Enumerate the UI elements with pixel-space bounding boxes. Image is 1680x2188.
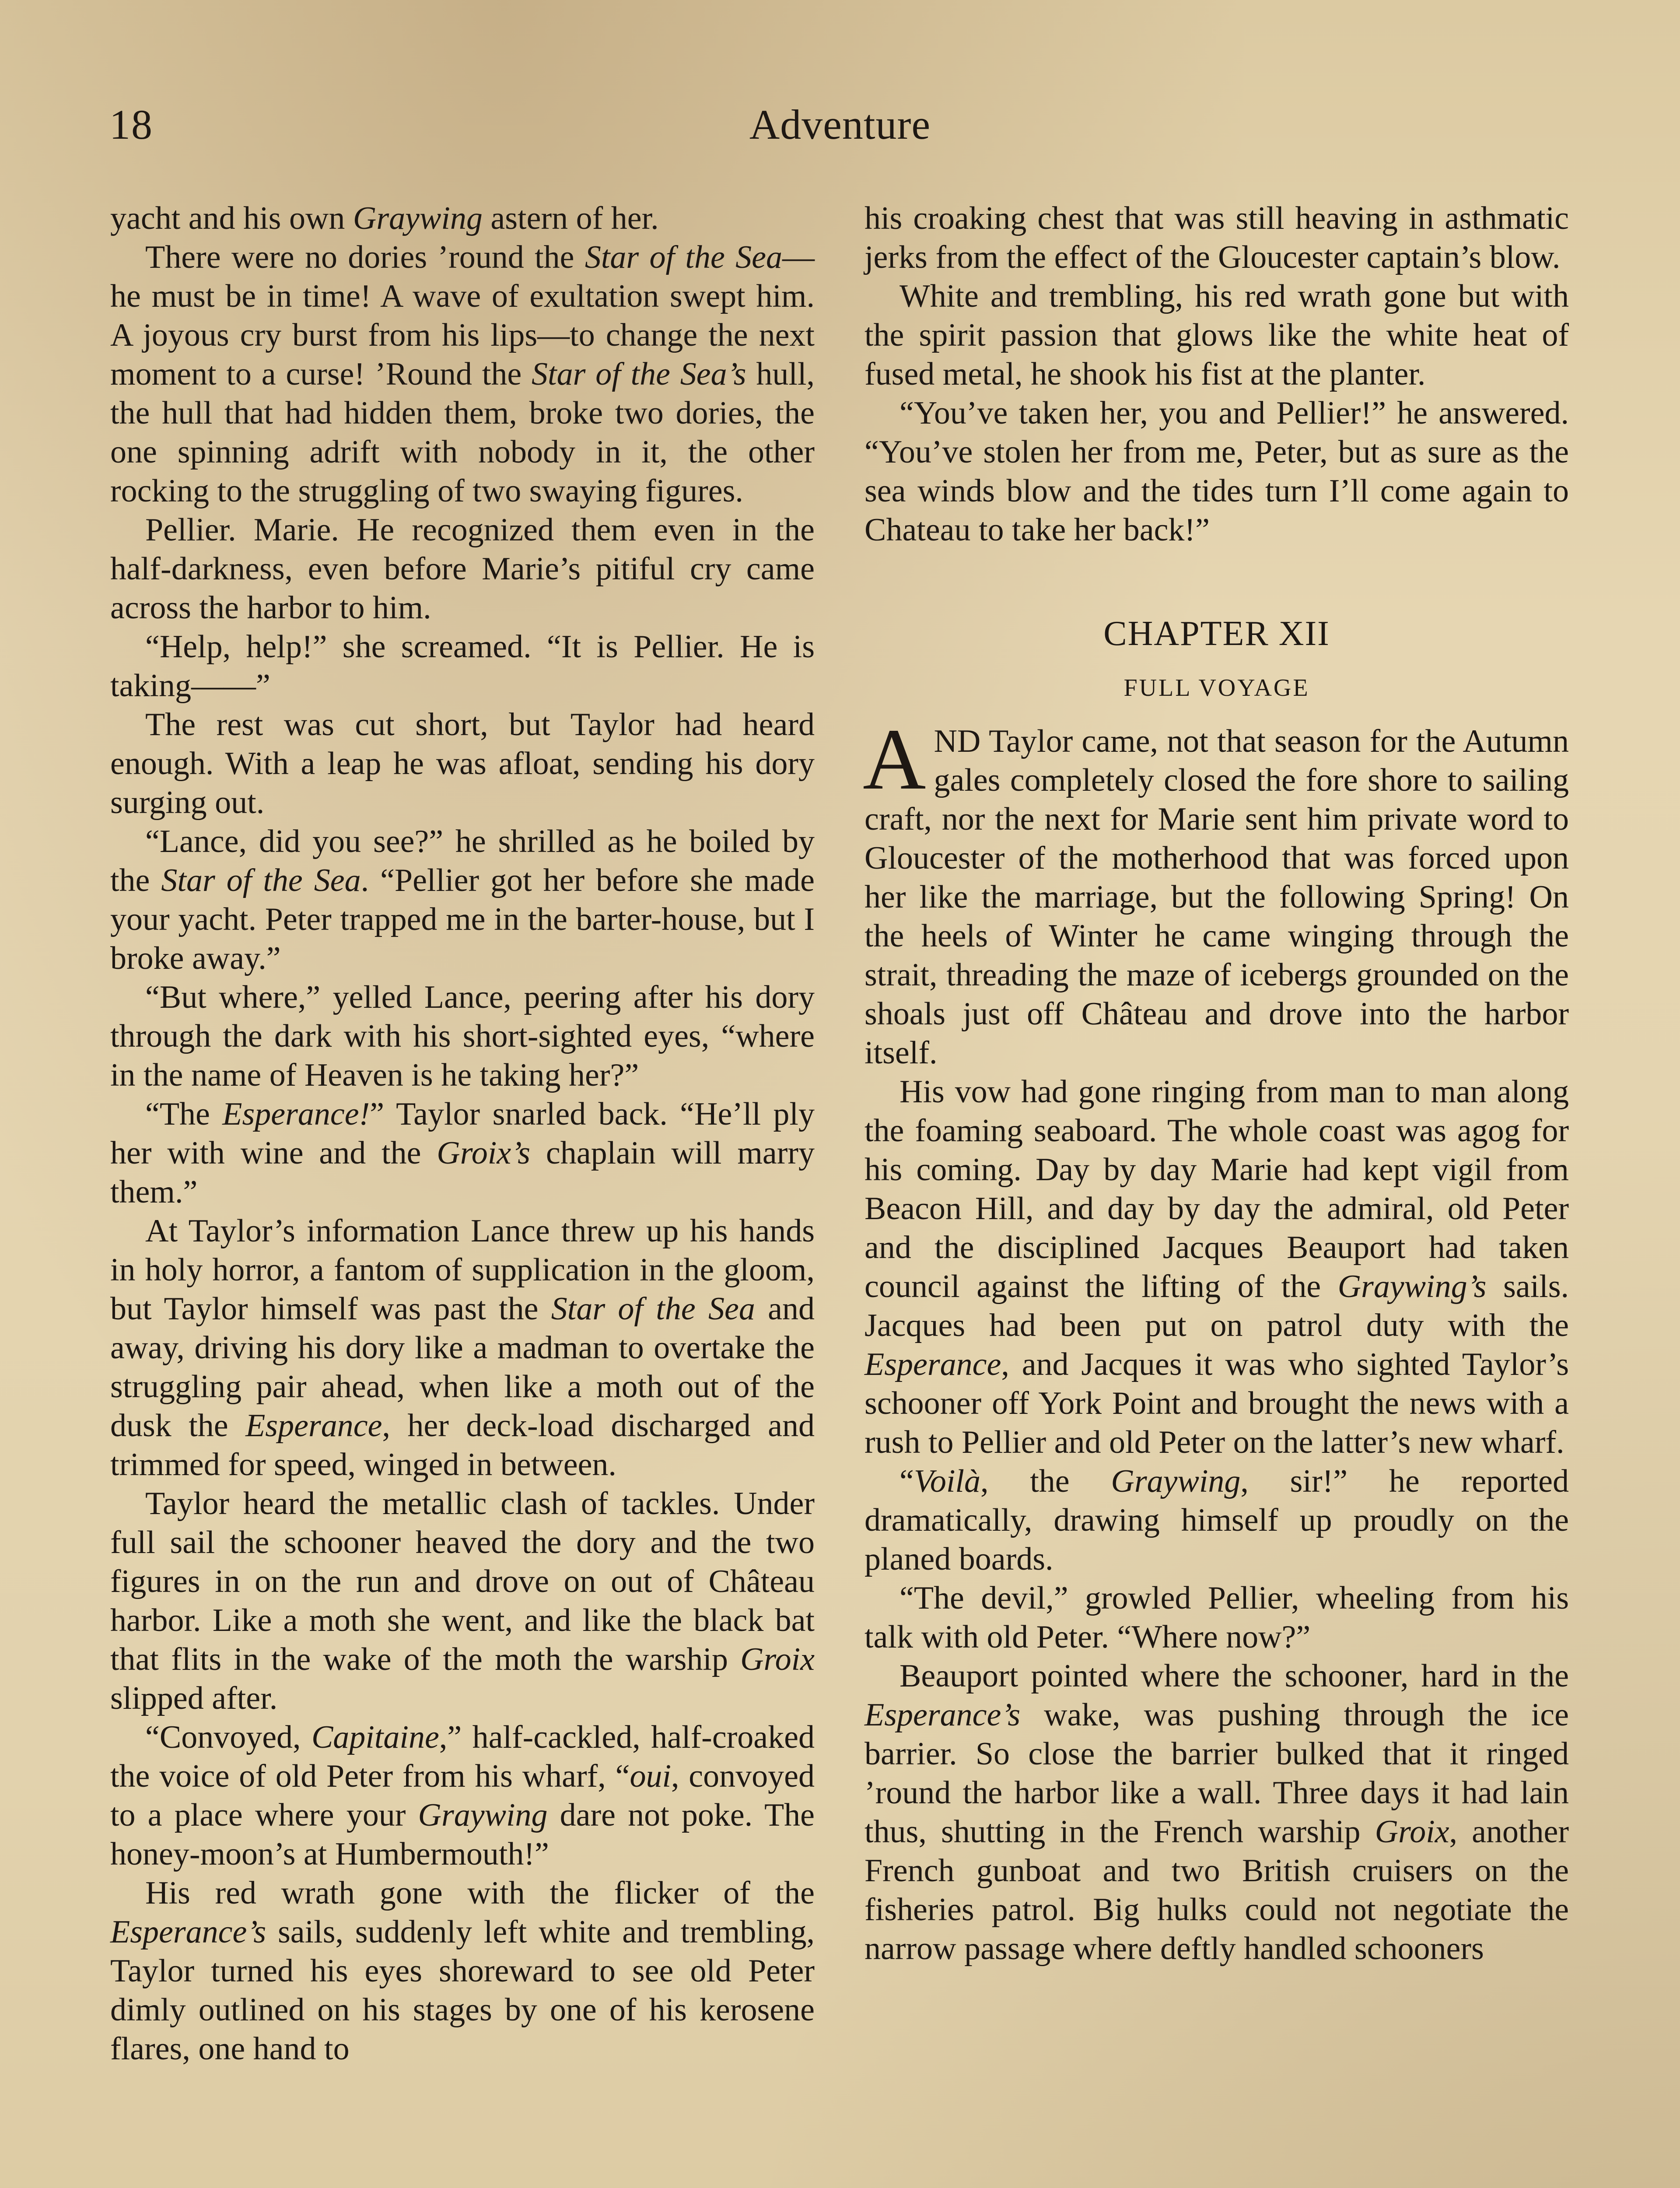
paragraph: “But where,” yelled Lance, peering after his dory through the dark with his short-sighted eyes, “where in the name of Heaven is he taking her?”: [110, 979, 815, 1093]
paragraph: The rest was cut short, but Taylor had heard enough. With a leap he was afloat, sending his dory surging out.: [110, 707, 815, 820]
paragraph: Beauport pointed where the schooner, hard in the Esperance’s wake, was pushing through the ice barrier. So close the barrier bulked that it ringed ’round the harbor like a wall. Three days it had lain thus, shutting in the French warship Groix, another French gunboat and two British cruisers on the fisheries patrol. Big hulks could not negotiate the narrow passage where deftly handled schooners: [864, 1658, 1569, 1967]
paragraph: “Convoyed, Capitaine,” half-cackled, half-croaked the voice of old Peter from his wharf, “oui, convoyed to a place where your Graywing dare not poke. The honey-moon’s at Humbermouth!”: [110, 1719, 815, 1872]
chapter-opening-paragraph: [863, 711, 1569, 1073]
paragraph: Pellier. Marie. He recognized them even in the half-darkness, even before Marie’s pitiful cry came across the harbor to him.: [110, 512, 815, 626]
paragraph: “The devil,” growled Pellier, wheeling from his talk with old Peter. “Where now?”: [864, 1580, 1569, 1655]
running-title: Adventure: [749, 101, 931, 148]
running-head: [109, 94, 1571, 155]
paragraph: “Voilà, the Graywing, sir!” he reported dramatically, drawing himself up proudly on the planed boards.: [864, 1463, 1569, 1577]
paragraph: “Help, help!” she screamed. “It is Pellier. He is taking——”: [110, 629, 815, 704]
chapter-title: CHAPTER XII: [1103, 614, 1330, 653]
paragraph: “You’ve taken her, you and Pellier!” he answered. “You’ve stolen her from me, Peter, but as sure as the sea winds blow and the tides turn I’ll come again to Chateau to take her back!”: [864, 395, 1569, 548]
paragraph: His vow had gone ringing from man to man along the foaming seaboard. The whole coast was agog for his coming. Day by day Marie had kept vigil from Beacon Hill, and day by day the admiral, old Peter and the disciplined Jacques Beauport had taken council against the lifting of the Graywing’s sails. Jacques had been put on patrol duty with the Esperance, and Jacques it was who sighted Taylor’s schooner off York Point and brought the news with a rush to Pellier and old Peter on the latter’s new wharf.: [864, 1074, 1569, 1460]
paragraph: Taylor heard the metallic clash of tackles. Under full sail the schooner heaved the dory and the two figures in on the run and drove on out of Château harbor. Like a moth she went, and like the black bat that flits in the wake of the moth the warship Groix slipped after.: [110, 1486, 815, 1716]
paragraph: There were no dories ’round the Star of the Sea—he must be in time! A wave of exultation swept him. A joyous cry burst from his lips—to change the next moment to a curse! ’Round the Star of the Sea’s hull, the hull that had hidden them, broke two dories, the one spinning adrift with nobody in it, the other rocking to the struggling of two swaying figures.: [110, 239, 815, 509]
right-column: [864, 199, 1569, 1968]
page-number: 18: [109, 101, 153, 148]
paragraph: White and trembling, his red wrath gone but with the spirit passion that glows like the white heat of fused metal, he shook his fist at the planter.: [864, 278, 1569, 392]
left-column: [110, 199, 815, 2069]
paragraph: yacht and his own Graywing astern of her.: [110, 200, 659, 236]
paragraph: At Taylor’s information Lance threw up his hands in holy horror, a fantom of supplication in the gloom, but Taylor himself was past the Star of the Sea and away, driving his dory like a madman to overtake the struggling pair ahead, when like a moth out of the dusk the Esperance, her deck-load discharged and trimmed for speed, winged in between.: [110, 1213, 815, 1483]
paragraph: His red wrath gone with the flicker of the Esperance’s sails, suddenly left white and trembling, Taylor turned his eyes shoreward to see old Peter dimly outlined on his stages by one of his kerosene flares, one hand to: [110, 1875, 815, 2067]
drop-cap: A: [863, 711, 926, 808]
chapter-subtitle: FULL VOYAGE: [1124, 674, 1310, 701]
paragraph: “The Esperance!” Taylor snarled back. “He’ll ply her with wine and the Groix’s chaplain will marry them.”: [110, 1096, 815, 1210]
opening-text: ND Taylor came, not that season for the Autumn gales completely closed the fore shore to sailing craft, nor the next for Marie sent him private word to Gloucester of the motherhood that was forced upon her like the marriage, but the following Spring! On the heels of Winter he came winging through the strait, threading the maze of icebergs grounded on the shoals just off Château and drove into the harbor itself.: [864, 723, 1569, 1071]
paragraph: “Lance, did you see?” he shrilled as he boiled by the Star of the Sea. “Pellier got her before she made your yacht. Peter trapped me in the barter-house, but I broke away.”: [110, 824, 815, 976]
paragraph: his croaking chest that was still heaving in asthmatic jerks from the effect of the Gloucester captain’s blow.: [864, 200, 1569, 275]
